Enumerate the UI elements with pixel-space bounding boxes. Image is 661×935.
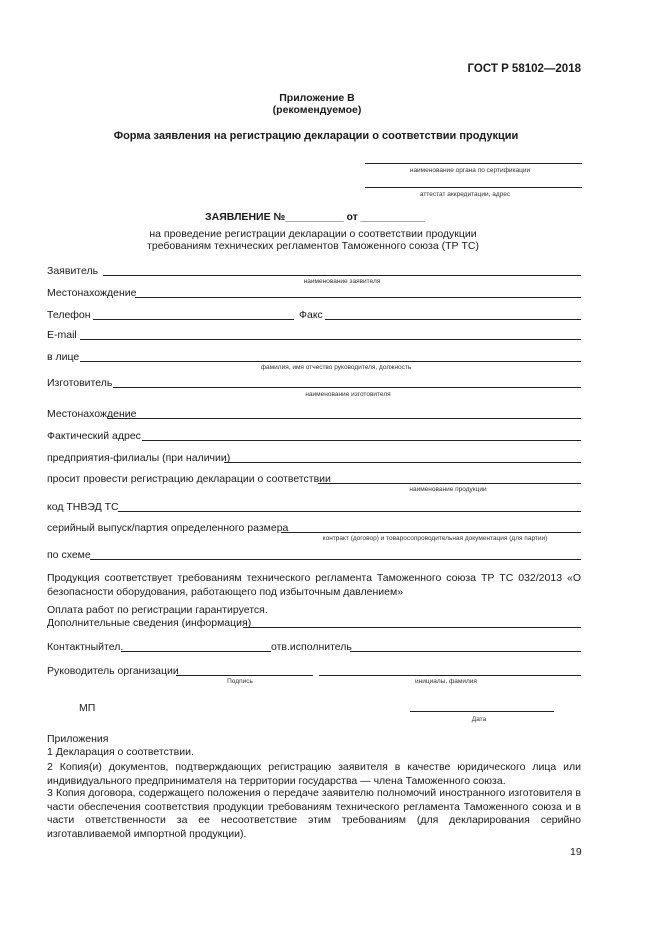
responsible-field[interactable] <box>350 651 581 652</box>
request-label: просит провести регистрацию декларации о соответствии <box>47 473 331 485</box>
statement-heading-text: ЗАЯВЛЕНИЕ №__________ от ___________ <box>205 211 425 223</box>
phone-field[interactable] <box>93 319 294 320</box>
attachments-title: Приложения <box>47 733 109 745</box>
location-label: Местонахождение <box>47 287 137 299</box>
tnved-field[interactable] <box>118 511 581 512</box>
additional-field[interactable] <box>243 627 581 628</box>
serial-field[interactable] <box>281 532 581 533</box>
accreditation-line <box>365 187 582 188</box>
product-caption: наименование продукции <box>409 486 487 493</box>
location-field[interactable] <box>135 297 581 298</box>
scheme-label: по схеме <box>47 549 91 561</box>
attachment-item-3: 3 Копия договора, содержащего положения о передаче заявителю полномочий иностранного изготовителя в части обеспечения соответствия продукции требованиям технического регламента Таможенного союза и в части ответственности за ее несоответствие этим требованиям (для декларирования серийно изготавливаемой импортной продукции). <box>47 787 581 840</box>
applicant-label: Заявитель <box>47 265 99 277</box>
attachment-item-1: 1 Декларация о соответствии. <box>47 746 194 758</box>
initials-caption: инициалы, фамилия <box>415 678 477 685</box>
email-label: E-mail <box>47 329 77 341</box>
branches-label: предприятия-филиалы (при наличии) <box>47 452 231 464</box>
responsible-label: отв.исполнитель <box>271 641 352 653</box>
signature-field[interactable] <box>176 675 313 676</box>
contact-phone-label: Контактныйтел. <box>47 641 124 653</box>
payment-text: Оплата работ по регистрации гарантируется. <box>47 604 268 616</box>
standard-number: ГОСТ Р 58102—2018 <box>467 63 581 75</box>
initials-field[interactable] <box>319 675 581 676</box>
tnved-label: код ТНВЭД ТС <box>47 501 119 513</box>
contact-phone-field[interactable] <box>121 651 271 652</box>
fax-field[interactable] <box>325 319 581 320</box>
location2-field[interactable] <box>108 418 581 419</box>
date-field[interactable] <box>410 711 554 712</box>
branches-field[interactable] <box>224 462 581 463</box>
accreditation-caption: аттестат аккредитации, адрес <box>419 191 511 198</box>
signature-caption: Подпись <box>227 678 253 685</box>
product-field[interactable] <box>318 483 581 484</box>
statement-heading <box>205 211 425 223</box>
actual-address-field[interactable] <box>142 440 581 441</box>
scheme-field[interactable] <box>90 559 581 560</box>
date-caption: Дата <box>471 716 487 723</box>
statement-line-2: требованиям технических регламентов Таможенного союза (ТР ТС) <box>147 240 479 252</box>
compliance-text: Продукция соответствует требованиям технического регламента Таможенного союза ТР ТС 032/2013 «О безопасности оборудования, работающего под избыточным давлением» <box>47 572 581 598</box>
manufacturer-field[interactable] <box>113 387 581 388</box>
stamp-label: МП <box>79 702 96 714</box>
statement-line-1: на проведение регистрации декларации о соответствии продукции <box>149 228 477 240</box>
director-label: Руководитель организации <box>47 665 179 677</box>
appendix-subtitle: (рекомендуемое) <box>272 104 362 116</box>
attachment-item-2: 2 Копия(и) документов, подтверждающих регистрацию заявителя в качестве юридического лица или индивидуального предпринимателя на территории государства — члена Таможенного союза. <box>47 761 581 787</box>
manufacturer-label: Изготовитель <box>47 377 113 389</box>
actual-address-label: Фактический адрес <box>47 430 141 442</box>
fax-label: Факс <box>299 309 323 321</box>
manufacturer-caption: наименование изготовителя <box>305 391 391 398</box>
page-number: 19 <box>570 846 582 858</box>
form-title: Форма заявления на регистрацию декларации о соответствии продукции <box>113 130 519 142</box>
additional-label: Дополнительные сведения (информация) <box>47 617 252 629</box>
person-label: в лице <box>47 351 80 363</box>
applicant-field[interactable] <box>103 275 581 276</box>
contract-caption: контракт (договор) и товаросопроводительная документация (для партии) <box>322 535 548 542</box>
certification-body-caption: наименование органа по сертификации <box>409 167 531 174</box>
phone-label: Телефон <box>47 309 91 321</box>
certification-body-line <box>365 163 582 164</box>
email-field[interactable] <box>80 339 581 340</box>
location2-label: Местонахождение <box>47 408 137 420</box>
person-caption: фамилия, имя отчество руководителя, должность <box>260 364 412 371</box>
serial-label: серийный выпуск/партия определенного размера <box>47 522 289 534</box>
applicant-caption: наименование заявителя <box>303 278 381 285</box>
appendix-title: Приложение В <box>279 92 355 104</box>
person-field[interactable] <box>80 361 581 362</box>
